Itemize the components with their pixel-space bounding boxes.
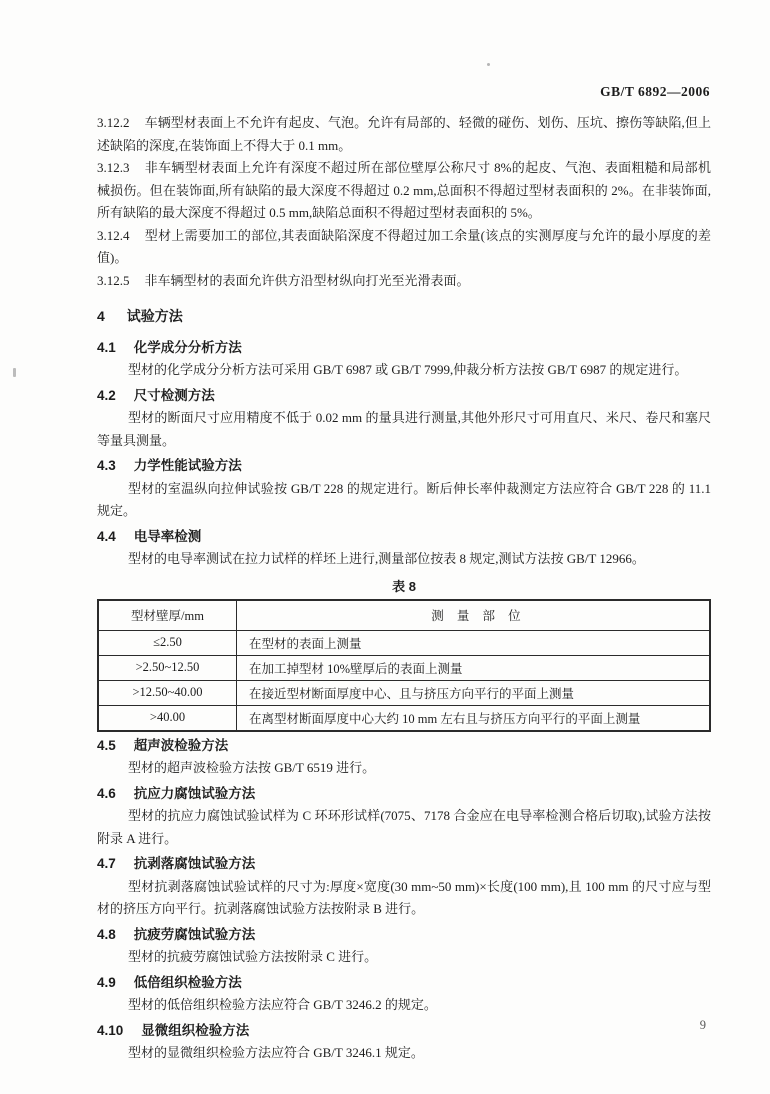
subsection-number: 4.4: [97, 528, 116, 544]
subsection-title: 力学性能试验方法: [133, 458, 242, 473]
subsection-4-10-body: 型材的显微组织检验方法应符合 GB/T 3246.1 规定。: [128, 1045, 424, 1060]
clause-3-12-5: [97, 270, 711, 293]
chapter-4-heading: [97, 305, 711, 328]
clause-number: 3.12.2: [97, 115, 130, 130]
subsection-4-5-heading: [97, 735, 711, 758]
table-row: [98, 630, 710, 655]
chapter-number: 4: [97, 308, 105, 324]
subsection-number: 4.3: [97, 458, 116, 473]
table-row: [98, 680, 710, 705]
subsection-number: 4.8: [97, 926, 116, 942]
subsection-4-8-heading: [97, 924, 711, 947]
subsection-number: 4.1: [97, 339, 116, 355]
table8: [97, 599, 711, 732]
subsection-title: 显微组织检验方法: [141, 1022, 250, 1038]
subsection-title: 尺寸检测方法: [133, 387, 215, 403]
subsection-title: 化学成分分析方法: [133, 339, 242, 355]
subsection-number: 4.2: [97, 387, 116, 403]
clause-3-12-4: [97, 225, 711, 270]
subsection-4-6-heading: [97, 783, 711, 806]
subsection-number: 4.10: [97, 1022, 124, 1038]
cell-thickness: >2.50~12.50: [98, 655, 237, 680]
clause-text: 非车辆型材的表面允许供方沿型材纵向打光至光滑表面。: [144, 272, 470, 288]
clause-number: 3.12.4: [97, 227, 130, 243]
clause-number: 3.12.3: [97, 160, 130, 175]
subsection-4-1-heading: [97, 337, 711, 360]
subsection-number: 4.6: [97, 785, 116, 801]
subsection-title: 超声波检验方法: [133, 737, 229, 753]
subsection-title: 抗应力腐蚀试验方法: [133, 785, 256, 801]
subsection-4-7-heading: [97, 853, 711, 876]
subsection-number: 4.9: [97, 974, 116, 990]
subsection-number: 4.7: [97, 856, 116, 871]
clause-3-12-3: [97, 157, 711, 225]
subsection-title: 抗疲劳腐蚀试验方法: [133, 926, 256, 942]
subsection-4-8-body: 型材的抗疲劳腐蚀试验方法按附录 C 进行。: [128, 949, 378, 964]
subsection-title: 抗剥落腐蚀试验方法: [133, 856, 256, 871]
table8-caption: 表 8: [392, 578, 416, 594]
column-header-location: 测 量 部 位: [237, 600, 711, 631]
column-header-thickness: 型材壁厚/mm: [98, 600, 237, 631]
clause-text: 非车辆型材表面上允许有深度不超过所在部位壁厚公称尺寸 8%的起皮、气泡、表面粗糙和局部机械损伤。但在装饰面,所有缺陷的最大深度不得超过 0.2 mm,总面积不得超过型材表面积的 2%。在非装饰面,所有缺陷的最大深度不得超过 0.5 mm,缺陷总面积不得超过型材表面积的 5%。: [97, 160, 711, 220]
cell-location: 在加工掉型材 10%壁厚后的表面上测量: [237, 655, 711, 680]
subsection-4-9-body: 型材的低倍组织检验方法应符合 GB/T 3246.2 的规定。: [128, 997, 437, 1012]
subsection-4-3-heading: [97, 455, 711, 478]
clause-text: 车辆型材表面上不允许有起皮、气泡。允许有局部的、轻微的碰伤、划伤、压坑、擦伤等缺陷,但上述缺陷的深度,在装饰面上不得大于 0.1 mm。: [97, 115, 711, 153]
subsection-4-10-heading: [97, 1020, 711, 1043]
cell-thickness: ≤2.50: [98, 630, 237, 655]
clause-number: 3.12.5: [97, 272, 130, 288]
cell-location: 在型材的表面上测量: [237, 630, 711, 655]
scan-speck-artifact: [487, 63, 490, 66]
page-number: 9: [699, 1018, 706, 1032]
chapter-title: 试验方法: [126, 308, 183, 324]
subsection-4-3-body: 型材的室温纵向拉伸试验按 GB/T 228 的规定进行。断后伸长率仲裁测定方法应符合 GB/T 228 的 11.1 规定。: [97, 480, 711, 518]
cell-thickness: >40.00: [98, 705, 237, 731]
page-content: [97, 112, 711, 1065]
subsection-4-1-body: 型材的化学成分分析方法可采用 GB/T 6987 或 GB/T 7999,仲裁分析方法按 GB/T 6987 的规定进行。: [128, 362, 688, 377]
subsection-4-2-heading: [97, 385, 711, 408]
subsection-4-7-body: 型材抗剥落腐蚀试验试样的尺寸为:厚度×宽度(30 mm~50 mm)×长度(100 mm),且 100 mm 的尺寸应与型材的挤压方向平行。抗剥落腐蚀试验方法按附录 B 进行。: [97, 878, 711, 916]
subsection-title: 电导率检测: [133, 528, 202, 544]
table-row: [98, 705, 710, 731]
cell-location: 在离型材断面厚度中心大约 10 mm 左右且与挤压方向平行的平面上测量: [237, 705, 711, 731]
cell-location: 在接近型材断面厚度中心、且与挤压方向平行的平面上测量: [237, 680, 711, 705]
subsection-title: 低倍组织检验方法: [133, 974, 242, 990]
subsection-number: 4.5: [97, 737, 116, 753]
scan-mark-artifact: [13, 368, 16, 377]
subsection-4-4-body: 型材的电导率测试在拉力试样的样坯上进行,测量部位按表 8 规定,测试方法按 GB/T 12966。: [128, 551, 645, 566]
subsection-4-2-body: 型材的断面尺寸应用精度不低于 0.02 mm 的量具进行测量,其他外形尺寸可用直尺、米尺、卷尺和塞尺等量具测量。: [97, 410, 711, 448]
subsection-4-5-body: 型材的超声波检验方法按 GB/T 6519 进行。: [128, 760, 376, 775]
subsection-4-9-heading: [97, 972, 711, 995]
clause-3-12-2: [97, 112, 711, 157]
subsection-4-4-heading: [97, 526, 711, 549]
doc-number-header: GB/T 6892—2006: [600, 84, 710, 99]
subsection-4-6-body: 型材的抗应力腐蚀试验试样为 C 环环形试样(7075、7178 合金应在电导率检测合格后切取),试验方法按附录 A 进行。: [97, 808, 711, 846]
clause-text: 型材上需要加工的部位,其表面缺陷深度不得超过加工余量(该点的实测厚度与允许的最小厚度的差值)。: [97, 227, 711, 265]
table-row: [98, 655, 710, 680]
table8-header-row: [98, 600, 710, 631]
cell-thickness: >12.50~40.00: [98, 680, 237, 705]
